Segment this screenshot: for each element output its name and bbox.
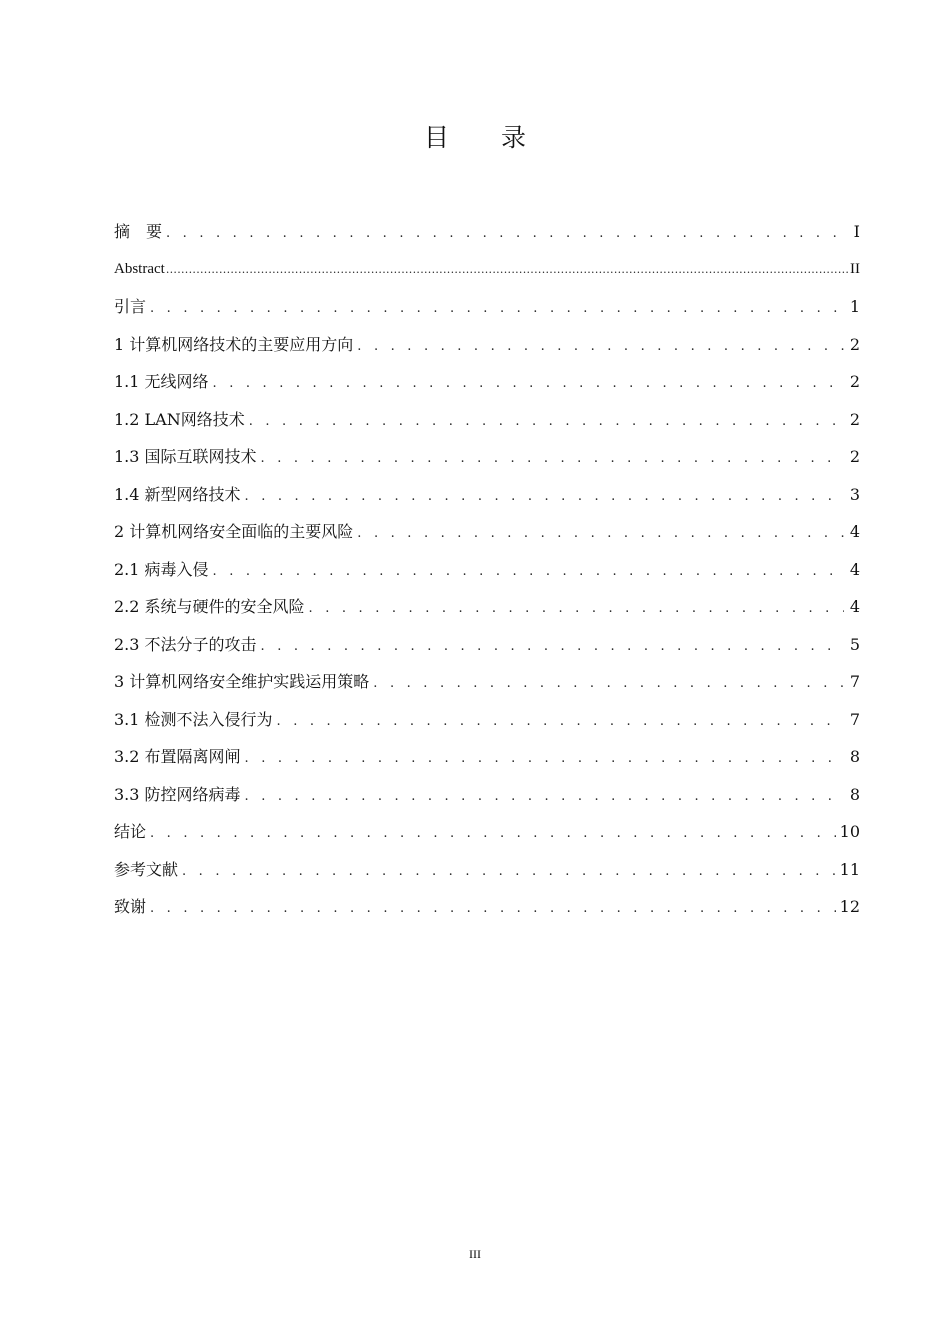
toc-entry-page: 11 xyxy=(839,859,860,879)
toc-entry-label: 2.2 系统与硬件的安全风险 xyxy=(114,597,305,616)
toc-entry-page: II xyxy=(850,260,860,277)
toc-entry-page: 5 xyxy=(849,634,860,654)
page-number-footer: III xyxy=(469,1247,481,1261)
toc-entry-page: 7 xyxy=(849,709,860,729)
toc-entry-label: 3.2 布置隔离网闸 xyxy=(114,747,241,766)
toc-entry-page: 2 xyxy=(849,334,860,354)
dot-leader xyxy=(150,815,836,853)
toc-entry-page: 2 xyxy=(849,409,860,429)
toc-entry-section-3-2[interactable] xyxy=(114,738,860,776)
dot-leader xyxy=(357,515,844,553)
toc-entry-page: 12 xyxy=(839,897,860,916)
dot-leader xyxy=(261,628,844,666)
toc-entry-page: 10 xyxy=(839,822,860,841)
toc-entry-section-1-2[interactable] xyxy=(114,401,860,439)
toc-entry-label: 结论 xyxy=(114,822,147,841)
toc-entry-label: 3.1 检测不法入侵行为 xyxy=(114,709,273,729)
dot-leader xyxy=(357,328,844,366)
toc-entry-label: 2.1 病毒入侵 xyxy=(114,559,209,579)
toc-entry-page: 4 xyxy=(849,559,860,579)
table-of-contents xyxy=(114,213,860,926)
toc-entry-label: 1.3 国际互联网技术 xyxy=(114,447,257,466)
dot-leader xyxy=(261,440,844,478)
toc-entry-label: 2 计算机网络安全面临的主要风险 xyxy=(114,522,354,541)
page-title: 目 录 xyxy=(424,123,548,152)
toc-entry-label: Abstract xyxy=(114,260,165,277)
toc-entry-page: 2 xyxy=(849,372,860,391)
toc-entry-chapter-1[interactable] xyxy=(114,326,860,364)
toc-entry-section-1-1[interactable] xyxy=(114,363,860,401)
toc-entry-acknowledgements[interactable] xyxy=(114,888,860,926)
toc-entry-label: 3 计算机网络安全维护实践运用策略 xyxy=(114,672,370,691)
dot-leader xyxy=(150,890,836,928)
toc-entry-page: 4 xyxy=(849,597,860,616)
toc-entry-section-2-2[interactable] xyxy=(114,588,860,626)
toc-entry-label: 1.2 LAN网络技术 xyxy=(114,409,245,429)
dot-leader xyxy=(245,740,844,778)
dot-leader xyxy=(213,553,844,591)
dot-leader xyxy=(373,665,844,703)
toc-entry-introduction[interactable] xyxy=(114,288,860,326)
toc-entry-page: 4 xyxy=(849,522,860,541)
dot-leader xyxy=(245,478,844,516)
toc-entry-label: 致谢 xyxy=(114,897,147,916)
dot-leader xyxy=(150,290,844,328)
toc-entry-page: 1 xyxy=(849,297,860,316)
toc-entry-page: I xyxy=(853,222,860,241)
toc-entry-section-2-1[interactable] xyxy=(114,551,860,589)
toc-entry-section-3-3[interactable] xyxy=(114,776,860,814)
toc-entry-label: 1.4 新型网络技术 xyxy=(114,484,241,504)
dot-leader xyxy=(166,251,848,289)
toc-entry-label: 引言 xyxy=(114,297,147,316)
toc-entry-section-1-3[interactable] xyxy=(114,438,860,476)
toc-entry-chapter-3[interactable] xyxy=(114,663,860,701)
toc-entry-label: 3.3 防控网络病毒 xyxy=(114,784,241,804)
toc-entry-page: 2 xyxy=(849,447,860,466)
toc-entry-page: 3 xyxy=(849,484,860,504)
dot-leader xyxy=(213,365,844,403)
toc-entry-abstract-cn[interactable] xyxy=(114,213,860,251)
toc-entry-label: 参考文献 xyxy=(114,859,179,879)
toc-entry-page: 8 xyxy=(849,784,860,804)
toc-entry-section-3-1[interactable] xyxy=(114,701,860,739)
toc-entry-section-2-3[interactable] xyxy=(114,626,860,664)
toc-entry-references[interactable] xyxy=(114,851,860,889)
toc-entry-label: 1 计算机网络技术的主要应用方向 xyxy=(114,334,354,354)
dot-leader xyxy=(245,778,844,816)
toc-entry-conclusion[interactable] xyxy=(114,813,860,851)
toc-entry-chapter-2[interactable] xyxy=(114,513,860,551)
toc-entry-label: 1.1 无线网络 xyxy=(114,372,209,391)
dot-leader xyxy=(182,853,836,891)
toc-entry-page: 7 xyxy=(849,672,860,691)
toc-entry-section-1-4[interactable] xyxy=(114,476,860,514)
toc-entry-abstract-en[interactable] xyxy=(114,251,860,289)
dot-leader xyxy=(277,703,844,741)
toc-entry-page: 8 xyxy=(849,747,860,766)
toc-entry-label: 2.3 不法分子的攻击 xyxy=(114,634,257,654)
dot-leader xyxy=(249,403,844,441)
toc-entry-label: 摘 要 xyxy=(114,222,163,241)
dot-leader xyxy=(309,590,844,628)
dot-leader xyxy=(166,215,844,253)
